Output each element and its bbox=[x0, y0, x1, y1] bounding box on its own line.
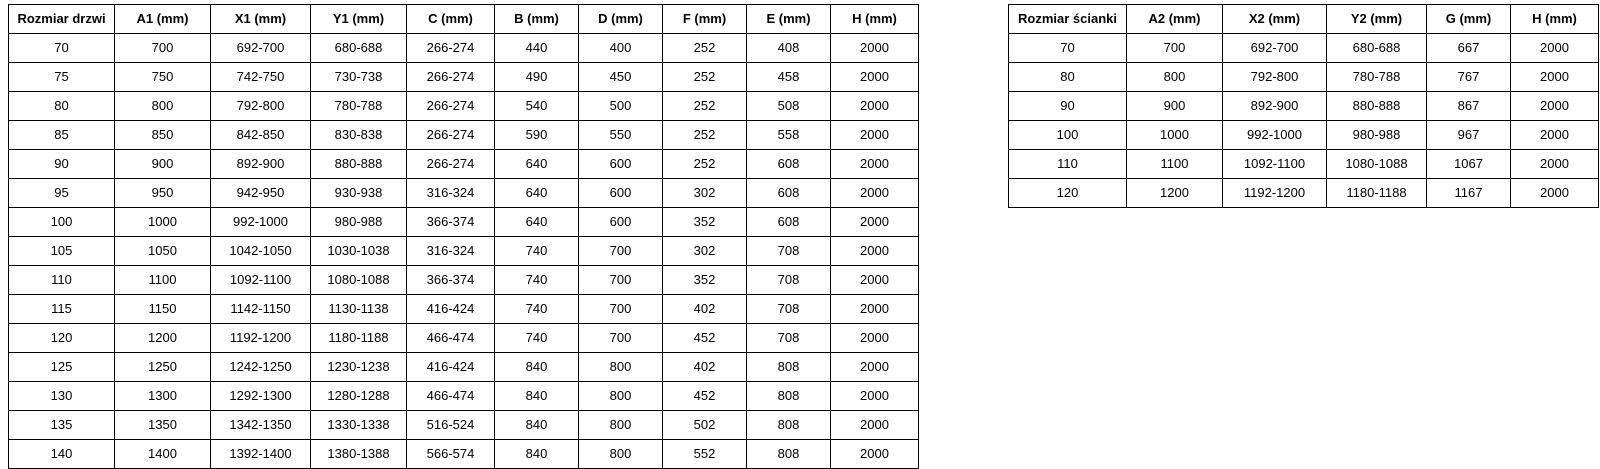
walls-table-cell: 90 bbox=[1009, 92, 1127, 121]
doors-table-cell: 808 bbox=[747, 382, 831, 411]
walls-table-cell: 1067 bbox=[1427, 150, 1511, 179]
walls-table-column-header: A2 (mm) bbox=[1127, 5, 1223, 34]
walls-table-cell: 2000 bbox=[1511, 121, 1599, 150]
doors-table-cell: 700 bbox=[579, 324, 663, 353]
doors-table-cell: 1230-1238 bbox=[311, 353, 407, 382]
doors-table-cell: 1280-1288 bbox=[311, 382, 407, 411]
doors-table-cell: 1130-1138 bbox=[311, 295, 407, 324]
doors-table-cell: 110 bbox=[9, 266, 115, 295]
doors-table-cell: 608 bbox=[747, 208, 831, 237]
doors-table-cell: 2000 bbox=[831, 324, 919, 353]
doors-table-cell: 75 bbox=[9, 63, 115, 92]
doors-table-cell: 2000 bbox=[831, 208, 919, 237]
doors-table-cell: 1292-1300 bbox=[211, 382, 311, 411]
doors-table-column-header: B (mm) bbox=[495, 5, 579, 34]
doors-table-cell: 1392-1400 bbox=[211, 440, 311, 469]
table-row bbox=[9, 411, 919, 440]
doors-table-cell: 590 bbox=[495, 121, 579, 150]
doors-table-cell: 640 bbox=[495, 179, 579, 208]
doors-table-column-header: C (mm) bbox=[407, 5, 495, 34]
doors-table-cell: 800 bbox=[115, 92, 211, 121]
doors-table-cell: 692-700 bbox=[211, 34, 311, 63]
walls-dimensions-table-container bbox=[1008, 4, 1599, 208]
walls-table-cell: 892-900 bbox=[1223, 92, 1327, 121]
doors-table-cell: 408 bbox=[747, 34, 831, 63]
walls-table-cell: 980-988 bbox=[1327, 121, 1427, 150]
doors-table-column-header: Rozmiar drzwi bbox=[9, 5, 115, 34]
doors-table-cell: 708 bbox=[747, 266, 831, 295]
doors-table-cell: 70 bbox=[9, 34, 115, 63]
walls-table-cell: 70 bbox=[1009, 34, 1127, 63]
doors-table-cell: 125 bbox=[9, 353, 115, 382]
doors-table-cell: 316-324 bbox=[407, 179, 495, 208]
doors-table-cell: 416-424 bbox=[407, 353, 495, 382]
doors-table-cell: 740 bbox=[495, 324, 579, 353]
walls-table-column-header: G (mm) bbox=[1427, 5, 1511, 34]
doors-table-cell: 708 bbox=[747, 295, 831, 324]
doors-table-cell: 1042-1050 bbox=[211, 237, 311, 266]
doors-table-cell: 880-888 bbox=[311, 150, 407, 179]
doors-table-cell: 808 bbox=[747, 440, 831, 469]
table-row bbox=[1009, 34, 1599, 63]
doors-table-cell: 1200 bbox=[115, 324, 211, 353]
doors-table-cell: 85 bbox=[9, 121, 115, 150]
doors-table-cell: 708 bbox=[747, 237, 831, 266]
walls-table-column-header: Rozmiar ścianki bbox=[1009, 5, 1127, 34]
doors-table-column-header: D (mm) bbox=[579, 5, 663, 34]
walls-table-cell: 692-700 bbox=[1223, 34, 1327, 63]
doors-table-cell: 80 bbox=[9, 92, 115, 121]
doors-table-cell: 2000 bbox=[831, 150, 919, 179]
doors-table-column-header: H (mm) bbox=[831, 5, 919, 34]
doors-table-cell: 840 bbox=[495, 411, 579, 440]
doors-table-cell: 550 bbox=[579, 121, 663, 150]
table-row bbox=[9, 63, 919, 92]
doors-table-cell: 808 bbox=[747, 353, 831, 382]
walls-table-cell: 1200 bbox=[1127, 179, 1223, 208]
doors-table-cell: 316-324 bbox=[407, 237, 495, 266]
doors-table-cell: 800 bbox=[579, 382, 663, 411]
doors-dimensions-table bbox=[8, 4, 919, 469]
doors-table-cell: 900 bbox=[115, 150, 211, 179]
doors-table-cell: 1350 bbox=[115, 411, 211, 440]
doors-table-cell: 742-750 bbox=[211, 63, 311, 92]
table-row bbox=[9, 150, 919, 179]
doors-table-cell: 608 bbox=[747, 150, 831, 179]
doors-table-cell: 402 bbox=[663, 353, 747, 382]
doors-table-column-header: X1 (mm) bbox=[211, 5, 311, 34]
doors-table-cell: 2000 bbox=[831, 237, 919, 266]
doors-table-cell: 458 bbox=[747, 63, 831, 92]
doors-table-cell: 600 bbox=[579, 208, 663, 237]
doors-table-cell: 608 bbox=[747, 179, 831, 208]
doors-table-cell: 552 bbox=[663, 440, 747, 469]
doors-table-cell: 135 bbox=[9, 411, 115, 440]
walls-table-body bbox=[1009, 34, 1599, 208]
doors-dimensions-table-container bbox=[8, 4, 919, 469]
walls-table-cell: 680-688 bbox=[1327, 34, 1427, 63]
doors-table-cell: 1142-1150 bbox=[211, 295, 311, 324]
table-row bbox=[9, 440, 919, 469]
doors-table-cell: 352 bbox=[663, 208, 747, 237]
doors-table-cell: 730-738 bbox=[311, 63, 407, 92]
walls-dimensions-table bbox=[1008, 4, 1599, 208]
doors-table-cell: 840 bbox=[495, 382, 579, 411]
doors-table-cell: 2000 bbox=[831, 266, 919, 295]
doors-table-cell: 2000 bbox=[831, 411, 919, 440]
doors-table-cell: 1030-1038 bbox=[311, 237, 407, 266]
doors-table-cell: 942-950 bbox=[211, 179, 311, 208]
walls-table-cell: 992-1000 bbox=[1223, 121, 1327, 150]
doors-table-cell: 566-574 bbox=[407, 440, 495, 469]
doors-table-cell: 100 bbox=[9, 208, 115, 237]
doors-table-cell: 516-524 bbox=[407, 411, 495, 440]
doors-table-cell: 930-938 bbox=[311, 179, 407, 208]
doors-table-cell: 840 bbox=[495, 353, 579, 382]
walls-table-cell: 900 bbox=[1127, 92, 1223, 121]
table-row bbox=[9, 237, 919, 266]
doors-table-cell: 740 bbox=[495, 295, 579, 324]
doors-table-cell: 1150 bbox=[115, 295, 211, 324]
walls-table-cell: 792-800 bbox=[1223, 63, 1327, 92]
doors-table-cell: 502 bbox=[663, 411, 747, 440]
doors-table-column-header: E (mm) bbox=[747, 5, 831, 34]
doors-table-cell: 800 bbox=[579, 353, 663, 382]
doors-table-cell: 466-474 bbox=[407, 382, 495, 411]
doors-table-cell: 2000 bbox=[831, 295, 919, 324]
doors-table-cell: 1250 bbox=[115, 353, 211, 382]
walls-table-cell: 1180-1188 bbox=[1327, 179, 1427, 208]
doors-table-cell: 640 bbox=[495, 208, 579, 237]
doors-table-cell: 2000 bbox=[831, 179, 919, 208]
doors-table-cell: 540 bbox=[495, 92, 579, 121]
doors-table-cell: 840 bbox=[495, 440, 579, 469]
walls-table-cell: 800 bbox=[1127, 63, 1223, 92]
doors-table-cell: 950 bbox=[115, 179, 211, 208]
doors-table-cell: 680-688 bbox=[311, 34, 407, 63]
walls-table-cell: 967 bbox=[1427, 121, 1511, 150]
table-row bbox=[9, 179, 919, 208]
doors-table-cell: 1180-1188 bbox=[311, 324, 407, 353]
doors-table-cell: 1050 bbox=[115, 237, 211, 266]
doors-table-cell: 700 bbox=[579, 295, 663, 324]
walls-table-cell: 880-888 bbox=[1327, 92, 1427, 121]
doors-table-cell: 115 bbox=[9, 295, 115, 324]
doors-table-cell: 700 bbox=[115, 34, 211, 63]
doors-table-cell: 830-838 bbox=[311, 121, 407, 150]
doors-table-cell: 140 bbox=[9, 440, 115, 469]
walls-table-column-header: X2 (mm) bbox=[1223, 5, 1327, 34]
doors-table-cell: 266-274 bbox=[407, 63, 495, 92]
doors-table-cell: 252 bbox=[663, 92, 747, 121]
doors-table-cell: 2000 bbox=[831, 440, 919, 469]
walls-table-cell: 1092-1100 bbox=[1223, 150, 1327, 179]
doors-table-cell: 708 bbox=[747, 324, 831, 353]
walls-table-cell: 780-788 bbox=[1327, 63, 1427, 92]
doors-table-cell: 466-474 bbox=[407, 324, 495, 353]
doors-table-cell: 508 bbox=[747, 92, 831, 121]
doors-table-cell: 252 bbox=[663, 150, 747, 179]
doors-table-cell: 992-1000 bbox=[211, 208, 311, 237]
walls-table-cell: 1080-1088 bbox=[1327, 150, 1427, 179]
doors-table-cell: 2000 bbox=[831, 353, 919, 382]
doors-table-cell: 2000 bbox=[831, 92, 919, 121]
table-row bbox=[1009, 150, 1599, 179]
doors-table-column-header: A1 (mm) bbox=[115, 5, 211, 34]
doors-table-cell: 1342-1350 bbox=[211, 411, 311, 440]
doors-table-cell: 266-274 bbox=[407, 121, 495, 150]
doors-table-cell: 750 bbox=[115, 63, 211, 92]
doors-table-cell: 302 bbox=[663, 179, 747, 208]
walls-table-cell: 100 bbox=[1009, 121, 1127, 150]
table-row bbox=[9, 324, 919, 353]
doors-table-cell: 980-988 bbox=[311, 208, 407, 237]
walls-table-cell: 1000 bbox=[1127, 121, 1223, 150]
doors-table-cell: 352 bbox=[663, 266, 747, 295]
doors-table-head bbox=[9, 5, 919, 34]
doors-table-cell: 366-374 bbox=[407, 266, 495, 295]
doors-table-cell: 266-274 bbox=[407, 92, 495, 121]
doors-table-cell: 366-374 bbox=[407, 208, 495, 237]
doors-table-cell: 2000 bbox=[831, 121, 919, 150]
walls-table-cell: 1100 bbox=[1127, 150, 1223, 179]
doors-table-cell: 402 bbox=[663, 295, 747, 324]
table-row bbox=[9, 208, 919, 237]
doors-table-cell: 452 bbox=[663, 324, 747, 353]
doors-table-cell: 1330-1338 bbox=[311, 411, 407, 440]
doors-table-cell: 1380-1388 bbox=[311, 440, 407, 469]
doors-table-cell: 1000 bbox=[115, 208, 211, 237]
doors-table-cell: 740 bbox=[495, 237, 579, 266]
doors-table-cell: 452 bbox=[663, 382, 747, 411]
walls-table-cell: 1192-1200 bbox=[1223, 179, 1327, 208]
doors-table-cell: 400 bbox=[579, 34, 663, 63]
doors-table-cell: 252 bbox=[663, 34, 747, 63]
table-row bbox=[9, 266, 919, 295]
doors-table-body bbox=[9, 34, 919, 469]
walls-table-cell: 110 bbox=[1009, 150, 1127, 179]
walls-table-cell: 80 bbox=[1009, 63, 1127, 92]
doors-table-cell: 130 bbox=[9, 382, 115, 411]
table-row bbox=[9, 121, 919, 150]
doors-table-cell: 640 bbox=[495, 150, 579, 179]
table-row bbox=[9, 382, 919, 411]
doors-table-cell: 792-800 bbox=[211, 92, 311, 121]
doors-table-cell: 808 bbox=[747, 411, 831, 440]
doors-table-cell: 120 bbox=[9, 324, 115, 353]
table-row bbox=[1009, 63, 1599, 92]
table-header-row bbox=[9, 5, 919, 34]
walls-table-cell: 1167 bbox=[1427, 179, 1511, 208]
walls-table-cell: 120 bbox=[1009, 179, 1127, 208]
doors-table-column-header: Y1 (mm) bbox=[311, 5, 407, 34]
doors-table-cell: 2000 bbox=[831, 382, 919, 411]
walls-table-cell: 767 bbox=[1427, 63, 1511, 92]
doors-table-cell: 558 bbox=[747, 121, 831, 150]
doors-table-cell: 90 bbox=[9, 150, 115, 179]
doors-table-cell: 302 bbox=[663, 237, 747, 266]
doors-table-cell: 850 bbox=[115, 121, 211, 150]
doors-table-cell: 266-274 bbox=[407, 34, 495, 63]
doors-table-cell: 892-900 bbox=[211, 150, 311, 179]
table-row bbox=[1009, 179, 1599, 208]
doors-table-cell: 800 bbox=[579, 440, 663, 469]
walls-table-head bbox=[1009, 5, 1599, 34]
doors-table-cell: 450 bbox=[579, 63, 663, 92]
doors-table-cell: 500 bbox=[579, 92, 663, 121]
doors-table-cell: 252 bbox=[663, 63, 747, 92]
walls-table-cell: 700 bbox=[1127, 34, 1223, 63]
table-row bbox=[9, 295, 919, 324]
doors-table-cell: 1100 bbox=[115, 266, 211, 295]
doors-table-cell: 600 bbox=[579, 150, 663, 179]
doors-table-cell: 700 bbox=[579, 237, 663, 266]
doors-table-cell: 1192-1200 bbox=[211, 324, 311, 353]
walls-table-column-header: Y2 (mm) bbox=[1327, 5, 1427, 34]
doors-table-cell: 95 bbox=[9, 179, 115, 208]
doors-table-cell: 416-424 bbox=[407, 295, 495, 324]
doors-table-cell: 842-850 bbox=[211, 121, 311, 150]
table-row bbox=[9, 353, 919, 382]
doors-table-cell: 266-274 bbox=[407, 150, 495, 179]
doors-table-cell: 1092-1100 bbox=[211, 266, 311, 295]
table-header-row bbox=[1009, 5, 1599, 34]
doors-table-cell: 1080-1088 bbox=[311, 266, 407, 295]
walls-table-cell: 2000 bbox=[1511, 63, 1599, 92]
walls-table-cell: 667 bbox=[1427, 34, 1511, 63]
doors-table-cell: 780-788 bbox=[311, 92, 407, 121]
table-row bbox=[1009, 92, 1599, 121]
doors-table-cell: 800 bbox=[579, 411, 663, 440]
table-row bbox=[9, 34, 919, 63]
doors-table-cell: 740 bbox=[495, 266, 579, 295]
walls-table-column-header: H (mm) bbox=[1511, 5, 1599, 34]
table-row bbox=[1009, 121, 1599, 150]
doors-table-cell: 440 bbox=[495, 34, 579, 63]
doors-table-cell: 600 bbox=[579, 179, 663, 208]
walls-table-cell: 2000 bbox=[1511, 179, 1599, 208]
walls-table-cell: 867 bbox=[1427, 92, 1511, 121]
walls-table-cell: 2000 bbox=[1511, 34, 1599, 63]
table-row bbox=[9, 92, 919, 121]
doors-table-cell: 252 bbox=[663, 121, 747, 150]
doors-table-cell: 1400 bbox=[115, 440, 211, 469]
doors-table-column-header: F (mm) bbox=[663, 5, 747, 34]
doors-table-cell: 2000 bbox=[831, 63, 919, 92]
walls-table-cell: 2000 bbox=[1511, 150, 1599, 179]
walls-table-cell: 2000 bbox=[1511, 92, 1599, 121]
doors-table-cell: 1242-1250 bbox=[211, 353, 311, 382]
doors-table-cell: 1300 bbox=[115, 382, 211, 411]
doors-table-cell: 105 bbox=[9, 237, 115, 266]
doors-table-cell: 490 bbox=[495, 63, 579, 92]
doors-table-cell: 700 bbox=[579, 266, 663, 295]
doors-table-cell: 2000 bbox=[831, 34, 919, 63]
